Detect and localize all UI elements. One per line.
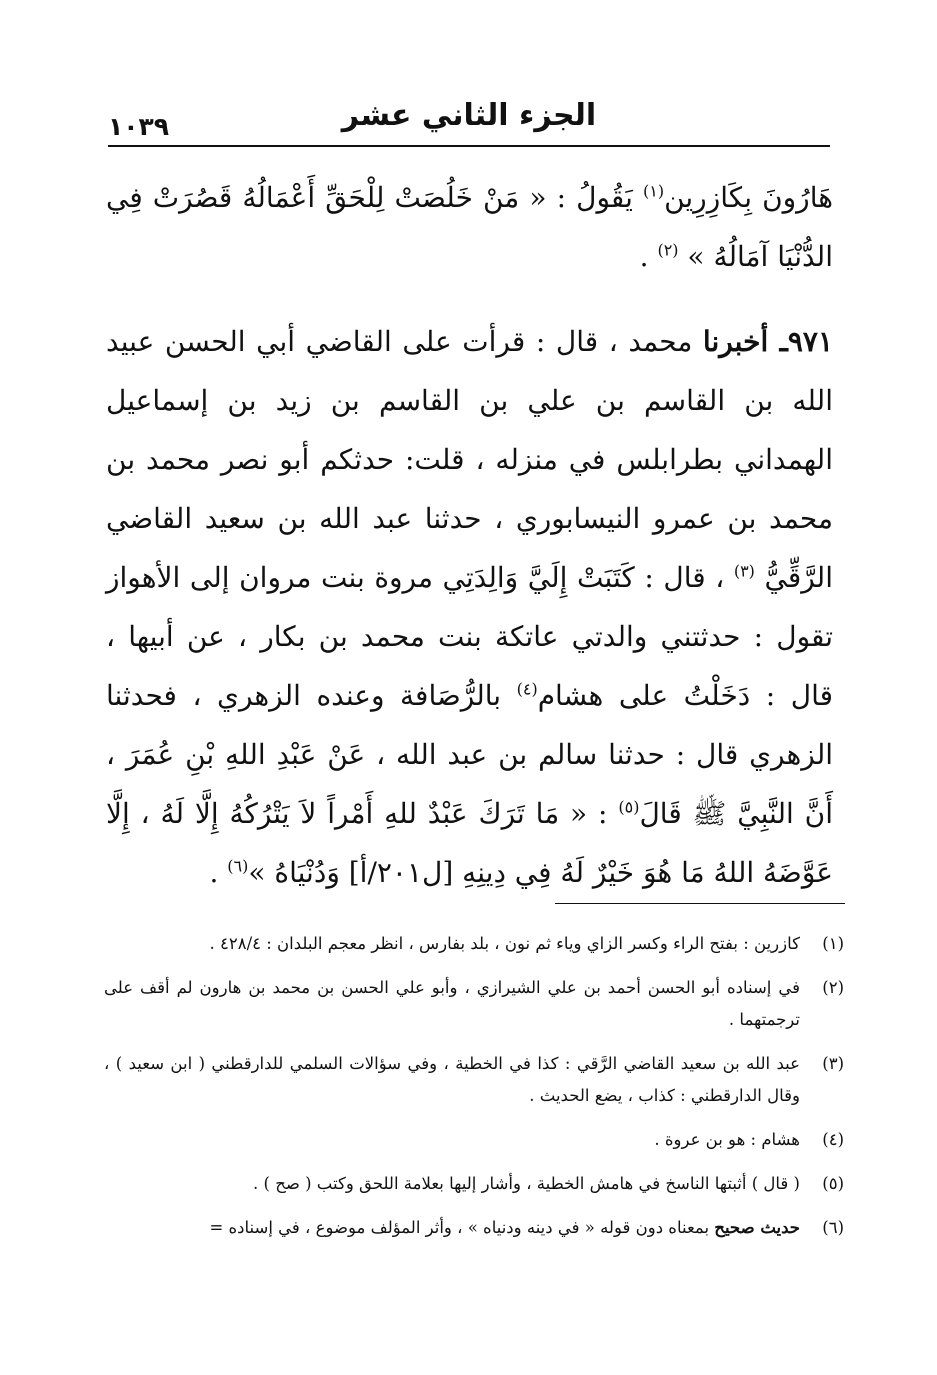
header-rule [108, 145, 830, 147]
footnote-text: كازرين : بفتح الراء وكسر الزاي وياء ثم نون ، بلد بفارس ، انظر معجم البلدان : ٤٢٨/٤ . [209, 934, 800, 953]
page-number: ١٠٣٩ [108, 112, 170, 141]
footnote-ref-5[interactable]: (٥) [618, 797, 640, 817]
footnote-item [104, 972, 844, 1036]
footnote-ref-1[interactable]: (١) [642, 181, 665, 201]
footnotes [104, 928, 844, 1256]
footnote-text: هشام : هو بن عروة . [654, 1130, 800, 1149]
footnote-marker: (١) [822, 934, 844, 953]
footnote-text: عبد الله بن سعيد القاضي الرَّقي : كذا في الخطية ، وفي سؤالات السلمي للدارقطني ( ابن سعيد ) ، وقال الدارقطني : كذاب ، يضع الحديث . [104, 1054, 800, 1105]
footnote-marker: (٦) [822, 1218, 844, 1237]
footnote-text: بمعناه دون قوله « في دينه ودنياه » ، وأثر المؤلف موضوع ، في إسناده = [209, 1218, 715, 1237]
hadith-end: . [209, 856, 228, 889]
footnote-item [104, 1212, 844, 1244]
footnote-marker: (٥) [822, 1174, 844, 1193]
footnote-marker: (٤) [822, 1130, 844, 1149]
footnote-marker: (٣) [822, 1054, 844, 1073]
footnote-item [104, 928, 844, 960]
hadith-text: محمد ، قال : قرأت على القاضي أبي الحسن عبيد الله بن القاسم بن علي بن القاسم بن زيد بن إسماعيل الهمداني بطرابلس في منزله ، قلت: حدثكم أبو نصر محمد بن محمد بن عمرو النيسابوري ، حدثنا عبد الله بن سعيد القاضي الرَّقِّيُّ [106, 325, 833, 594]
continued-paragraph [106, 168, 833, 286]
footnote-ref-2[interactable]: (٢) [657, 240, 679, 260]
main-text [106, 168, 833, 902]
hadith-text: ، قال : كَتَبَتْ إِلَيَّ وَالِدَتِي مروة بنت مروان إلى الأهواز تقول : حدثتني والدتي عاتكة بنت محمد بن بكار ، عن أبيها ، قال : دَخَلْتُ على هشام [106, 561, 833, 712]
footnote-item [104, 1124, 844, 1156]
hadith-number: ٩٧١ـ [779, 325, 833, 358]
page-header [108, 92, 830, 150]
footnote-ref-6[interactable]: (٦) [227, 856, 249, 876]
footnote-lead: حديث صحيح [714, 1218, 800, 1237]
footnote-text: ( قال ) أثبتها الناسخ في هامش الخطية ، وأشار إليها بعلامة اللحق وكتب ( صح ) . [253, 1174, 800, 1193]
footnote-ref-4[interactable]: (٤) [516, 679, 538, 699]
footnote-item [104, 1168, 844, 1200]
footnote-ref-3[interactable]: (٣) [733, 561, 755, 581]
paragraph-text: يَقُولُ : « مَنْ خَلُصَتْ لِلْحَقِّ أَعْمَالُهُ قَصُرَتْ فِي الدُّنْيَا آمَالُهُ » [106, 181, 833, 273]
footnote-marker: (٢) [822, 978, 844, 997]
volume-title: الجزء الثاني عشر [341, 98, 597, 133]
hadith-paragraph [106, 312, 833, 902]
paragraph-end: . [639, 240, 658, 273]
hadith-lead-word: أخبرنا [702, 325, 780, 358]
footnote-item [104, 1048, 844, 1112]
footnote-divider [555, 903, 845, 904]
paragraph-text: هَارُونَ بِكَازِرِين [664, 181, 833, 214]
hadith-text: : « مَا تَرَكَ عَبْدٌ للهِ أَمْراً لاَ يَتْرُكُهُ إِلَّا لَهُ ، إِلَّا عَوَّضَهُ اللهُ مَا هُوَ خَيْرٌ لَهُ فِي دِينِهِ [ل٢٠١/أ] وَدُنْيَاهُ » [106, 797, 833, 889]
hadith-text: بالرُّصَافة وعنده الزهري ، فحدثنا الزهري قال : حدثنا سالم بن عبد الله ، عَنْ عَبْدِ اللهِ بْنِ عُمَرَ ، أَنَّ النَّبِيَّ ﷺ قَالَ [106, 679, 833, 830]
footnote-text: في إسناده أبو الحسن أحمد بن علي الشيرازي ، وأبو علي الحسن بن محمد بن هارون لم أقف على ترجمتهما . [104, 978, 800, 1029]
